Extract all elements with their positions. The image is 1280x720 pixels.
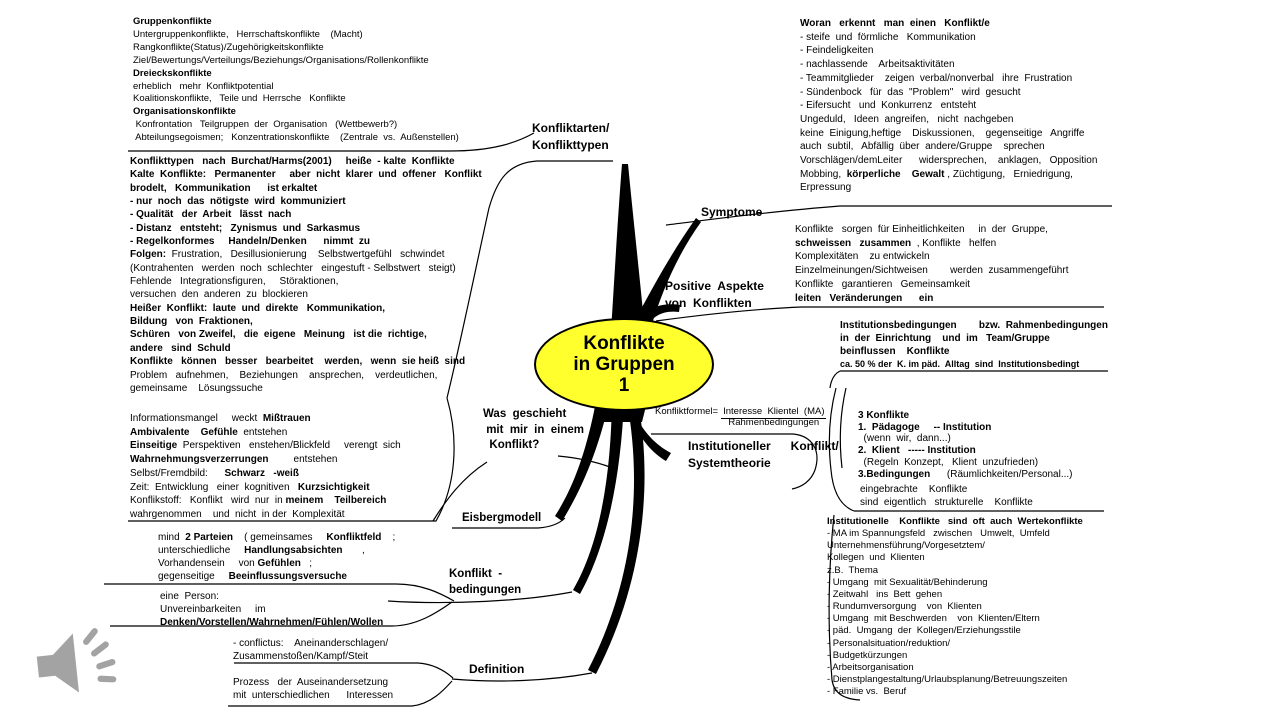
central-topic: Konflikte in Gruppen 1	[534, 318, 714, 411]
note-gruppenkonflikte: Gruppenkonflikte Untergruppenkonflikte, Herrschaftskonflikte (Macht) Rangkonflikte(Status)/Zugehörigkeitskonflikte Ziel/Bewertungs/Verteilungs/Beziehungs/Organisations/Rollenkonflikte Dreieckskonflikte erheblich mehr Konfliktpotential Koalitionskonflikte, Teile und Herrsche Konflikte Organisationskonflikte Konfrontation Teilgruppen der Organisation (Wettbewerb?) Abteilungsegoismen; Konzentrationskonflikte (Zentrale vs. Außenstellen)	[133, 16, 459, 144]
note-informationsmangel: Informationsmangel weckt Mißtrauen Ambivalente Gefühle entstehen Einseitige Perspektiven enstehen/Blickfeld verengt sich Wahrnehmungsverzerrungen entstehen Selbst/Fremdbild: Schwarz -weiß Zeit: Entwicklung einer kognitiven Kurzsichtigkeit Konflikstoff: Konflikt wird nur in meinem Teilbereich wahrgenommen und nicht in der Komplexität	[130, 413, 401, 520]
konfliktformel	[655, 406, 826, 428]
note-wertekonflikte: Institutionelle Konflikte sind oft auch Wertekonflikte - MA im Spannungsfeld zwischen Umwelt, Umfeld Unternehmensführung/Vorgesetztem/ Kollegen und Klienten z.B. Thema - Umgang mit Sexualität/Behinderung - Zeitwahl ins Bett gehen - Rundumversorgung von Klienten - Umgang mit Beschwerden von Klienten/Eltern - päd. Umgang der Kollegen/Erziehungsstile - Personalsituation/reduktion/ - Budgetkürzungen - Arbeitsorganisation - Dienstplangestaltung/Urlaubsplanung/Betreuungszeiten - Familie vs. Beruf	[827, 516, 1083, 698]
label-konfliktarten: Konfliktarten/ Konflikttypen	[532, 121, 610, 152]
label-konflikt-bedingungen: Konflikt - bedingungen	[449, 568, 522, 596]
konfliktformel-fraction	[721, 406, 826, 428]
konfliktformel-numerator: Interesse Klientel (MA)	[723, 406, 825, 417]
note-institutionsbedingungen: Institutionsbedingungen bzw. Rahmenbedingungen in der Einrichtung und im Team/Gruppe beinflussen Konflikte	[840, 320, 1108, 357]
note-woran-erkennt: Woran erkennt man einen Konflikt/e - steife und förmliche Kommunikation - Feindeligkeiten - nachlassende Arbeitsaktivitäten - Teammitglieder zeigen verbal/nonverbal ihre Frustration - Sündenbock für das "Problem" wird gesucht - Eifersucht und Konkurrenz entsteht Ungeduld, Ideen angreifen, nicht nachgeben keine Einigung,heftige Diskussionen, gegenseitige Angriffe auch subtil, Abfällig über andere/Gruppe sprechen Vorschlägen/demLeiter widersprechen, anklagen, Opposition Mobbing, körperliche Gewalt , Züchtigung, Erniedrigung, Erpressung	[800, 18, 1098, 194]
audio-speaker-icon[interactable]	[28, 620, 124, 708]
konfliktformel-denominator: Rahmenbedingungen	[728, 417, 820, 428]
note-zwei-parteien: mind 2 Parteien ( gemeinsames Konfliktfeld ; unterschiedliche Handlungsabsichten , Vorhandensein von Gefühlen ; gegenseitige Beeinflussungsversuche	[158, 532, 396, 582]
label-symptome: Symptome	[701, 205, 763, 219]
note-ca50: ca. 50 % der K. im päd. Alltag sind Institutionsbedingt	[840, 359, 1080, 369]
note-drei-konflikte: 3 Konflikte 1. Pädagoge -- Institution (wenn wir, dann...) 2. Klient ----- Institution (Regeln Konzept, Klient unzufrieden) 3.Bedingungen (Räumlichkeiten/Personal...)	[858, 410, 1073, 480]
label-was-geschieht: Was geschieht mit mir in einem Konflikt?	[483, 408, 584, 451]
label-positive-aspekte: Positive Aspekte von Konflikten	[665, 279, 764, 310]
note-eingebrachte-konflikte: eingebrachte Konflikte sind eigentlich strukturelle Konflikte	[860, 484, 1033, 508]
note-konflikttypen: Konflikttypen nach Burchat/Harms(2001) heiße - kalte Konflikte Kalte Konflikte: Permanenter aber nicht klarer und offener Konflikt brodelt, Kommunikation ist erkaltet - nur noch das nötigste wird kommuniziert - Qualität der Arbeit lässt nach - Distanz entsteht; Zynismus und Sarkasmus - Regelkonformes Handeln/Denken nimmt zu Folgen: Frustration, Desillusionierung Selbstwertgefühl schwindet (Kontrahenten werden noch schlechter eingestuft - Selbstwert steigt) Fehlende Integrationsfiguren, Störaktionen, versuchen den anderen zu blockieren Heißer Konflikt: laute und direkte Kommunikation, Bildung von Fraktionen, Schüren von Zweifel, die eigene Meinung ist die richtige, andere sind Schuld Konflikte können besser bearbeitet werden, wenn sie heiß sind Problem aufnehmen, Beziehungen ansprechen, verdeutlichen, gemeinsame Lösungssuche	[130, 156, 482, 394]
note-conflictus: - conflictus: Aneinanderschlagen/ Zusammenstoßen/Kampf/Steit	[233, 638, 389, 662]
label-eisbergmodell: Eisbergmodell	[462, 512, 542, 524]
note-prozess: Prozess der Auseinandersetzung mit unterschiedlichen Interessen	[233, 677, 394, 701]
konfliktformel-prefix: Konfliktformel=	[655, 406, 719, 417]
note-eine-person: eine Person: Unvereinbarkeiten im Denken/Vorstellen/Wahrnehmen/Fühlen/Wollen	[160, 591, 384, 628]
note-positive-aspekte: Konflikte sorgen für Einheitlichkeiten in der Gruppe, schweissen zusammen , Konflikte helfen Komplexitäten zu entwickeln Einzelmeinungen/Sichtweisen werden zusammengeführt Konflikte garantieren Gemeinsamkeit leiten Veränderungen ein	[795, 224, 1069, 304]
label-definition: Definition	[469, 662, 525, 676]
label-institutioneller-konflikt: Institutioneller Konflikt/ Systemtheorie	[688, 439, 839, 470]
